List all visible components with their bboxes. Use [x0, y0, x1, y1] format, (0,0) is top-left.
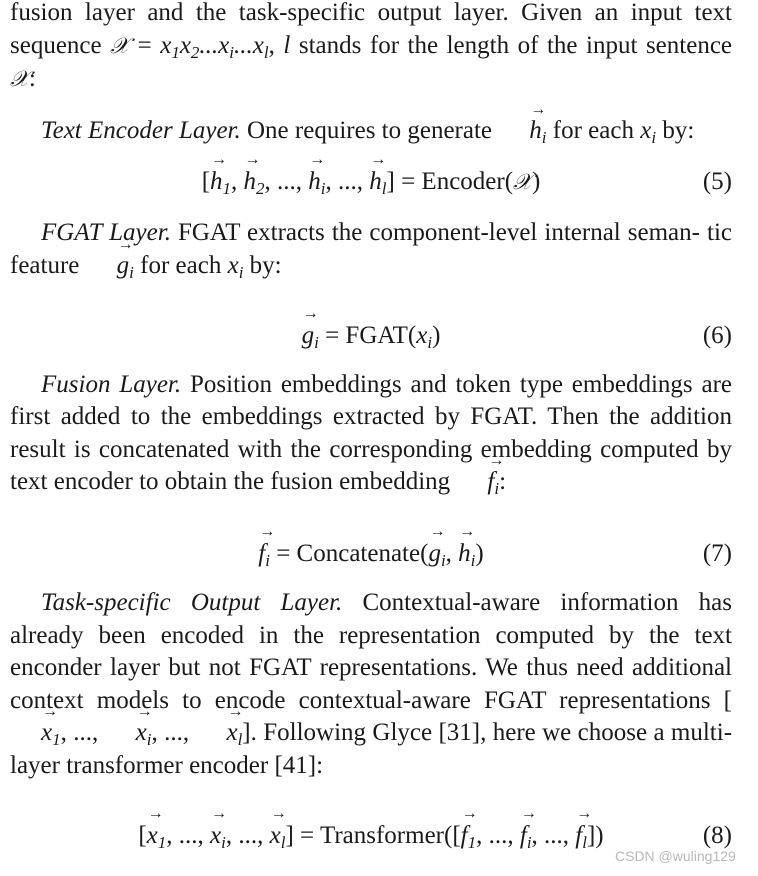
watermark: CSDN @wuling129 [615, 848, 736, 864]
task-body: Contextual-aware information has already been encoded in the representation computed by the text enconder layer but not FGAT representations. We thus need additional context models to encode contextual-aware FGAT representations [10, 588, 732, 714]
equation-6-body: → $g_i$ = $FGAT(x_i)$ [10, 319, 732, 353]
colon: : [28, 65, 36, 93]
math-seq: $x_1x_2...x_i...x_l$ [160, 31, 269, 62]
intro-seq-prefix: sequence [10, 31, 111, 59]
section-lead-task: Task-specific Output Layer. [41, 588, 343, 616]
text-for-each: for each [546, 116, 641, 144]
equation-5 [10, 165, 732, 199]
fgat-body: FGAT extracts the component-level internal seman- [170, 219, 700, 247]
vec-f-i: → $f_i$ [456, 466, 499, 499]
task-paragraph: Task-specific Output Layer. Contextual-aware information has already been encoded in the representation computed by the text enconder layer but not FGAT representations. We thus need additional context models to encode contextual-aware FGAT representations [→ $x_1$, ..., → $x_i$, ..., → $x_l$]. Following Glyce [31], here we choose a multi-layer transformer encoder [41]: [10, 587, 732, 783]
equation-6 [10, 319, 732, 353]
equation-number: (8) [702, 821, 732, 849]
math-x-i: $x_i$ [640, 116, 657, 147]
math-X: 𝒳 [110, 33, 130, 59]
fusion-paragraph: Fusion Layer. Position embeddings and token type embeddings are first added to the embeddings extracted by FGAT. Then the addition result is concatenated with the corresponding embedding computed by text encoder to obtain the fusion embedding → $f_i$: [10, 369, 732, 499]
intro-seq-after: stands for the length of the input [290, 31, 638, 59]
text-encoder-body: One requires to generate [240, 116, 499, 144]
vec-g-i: → $g_i$ [86, 250, 134, 283]
math-l: l [283, 31, 291, 59]
paper-page [10, 0, 732, 853]
task-after: . Following Glyce [31], here we choose a multi-layer transformer encoder [41]: [10, 719, 733, 779]
equation-number: (5) [702, 168, 732, 196]
math-X: 𝒳 [10, 67, 29, 93]
fusion-body: Position embeddings and token type embeddings are first added to the embeddings extracted by FGAT. Then the addition result is concatenated with the corresponding embedding computed by text encoder to obtain the fusion embedding [10, 370, 733, 496]
equation-8-body: [→ $x_1$, ..., → $x_i$, ..., → $x_l$] = Transformer([→ $f_1$, ..., → $f_i$, ..., → $f_l$]) [10, 819, 732, 853]
intro-line1: fusion layer and the task-specific output layer. Given an input text [10, 0, 732, 26]
section-lead-fusion: Fusion Layer. [41, 370, 182, 398]
equation-7 [10, 537, 732, 571]
text-encoder-paragraph [10, 115, 732, 148]
math-eq: = [129, 31, 161, 59]
equation-5-body: [→ $h_1$, → $h_2$, ..., → $h_i$, ..., → $h_l$] = Encoder(𝒳) [10, 165, 732, 200]
text-by: by: [656, 116, 695, 144]
intro-paragraph [10, 0, 732, 97]
section-lead-fgat: FGAT Layer. [41, 219, 171, 247]
math-comma: , [268, 31, 284, 59]
fgat-paragraph: FGAT Layer. FGAT extracts the component-level internal seman- tic feature → $g_i$ for each $x_i$ by: [10, 217, 732, 282]
equation-number: (6) [702, 321, 732, 349]
equation-7-body: → $f_i$ = Concatenate(→ $g_i$, → $h_i$) [10, 537, 732, 571]
fgat-line2: tic feature [10, 219, 732, 279]
vec-h-i: → $h_i$ [498, 115, 546, 148]
section-lead-text-encoder: Text Encoder Layer. [41, 116, 241, 144]
intro-sentence: sentence [645, 31, 733, 59]
equation-number: (7) [702, 539, 732, 567]
